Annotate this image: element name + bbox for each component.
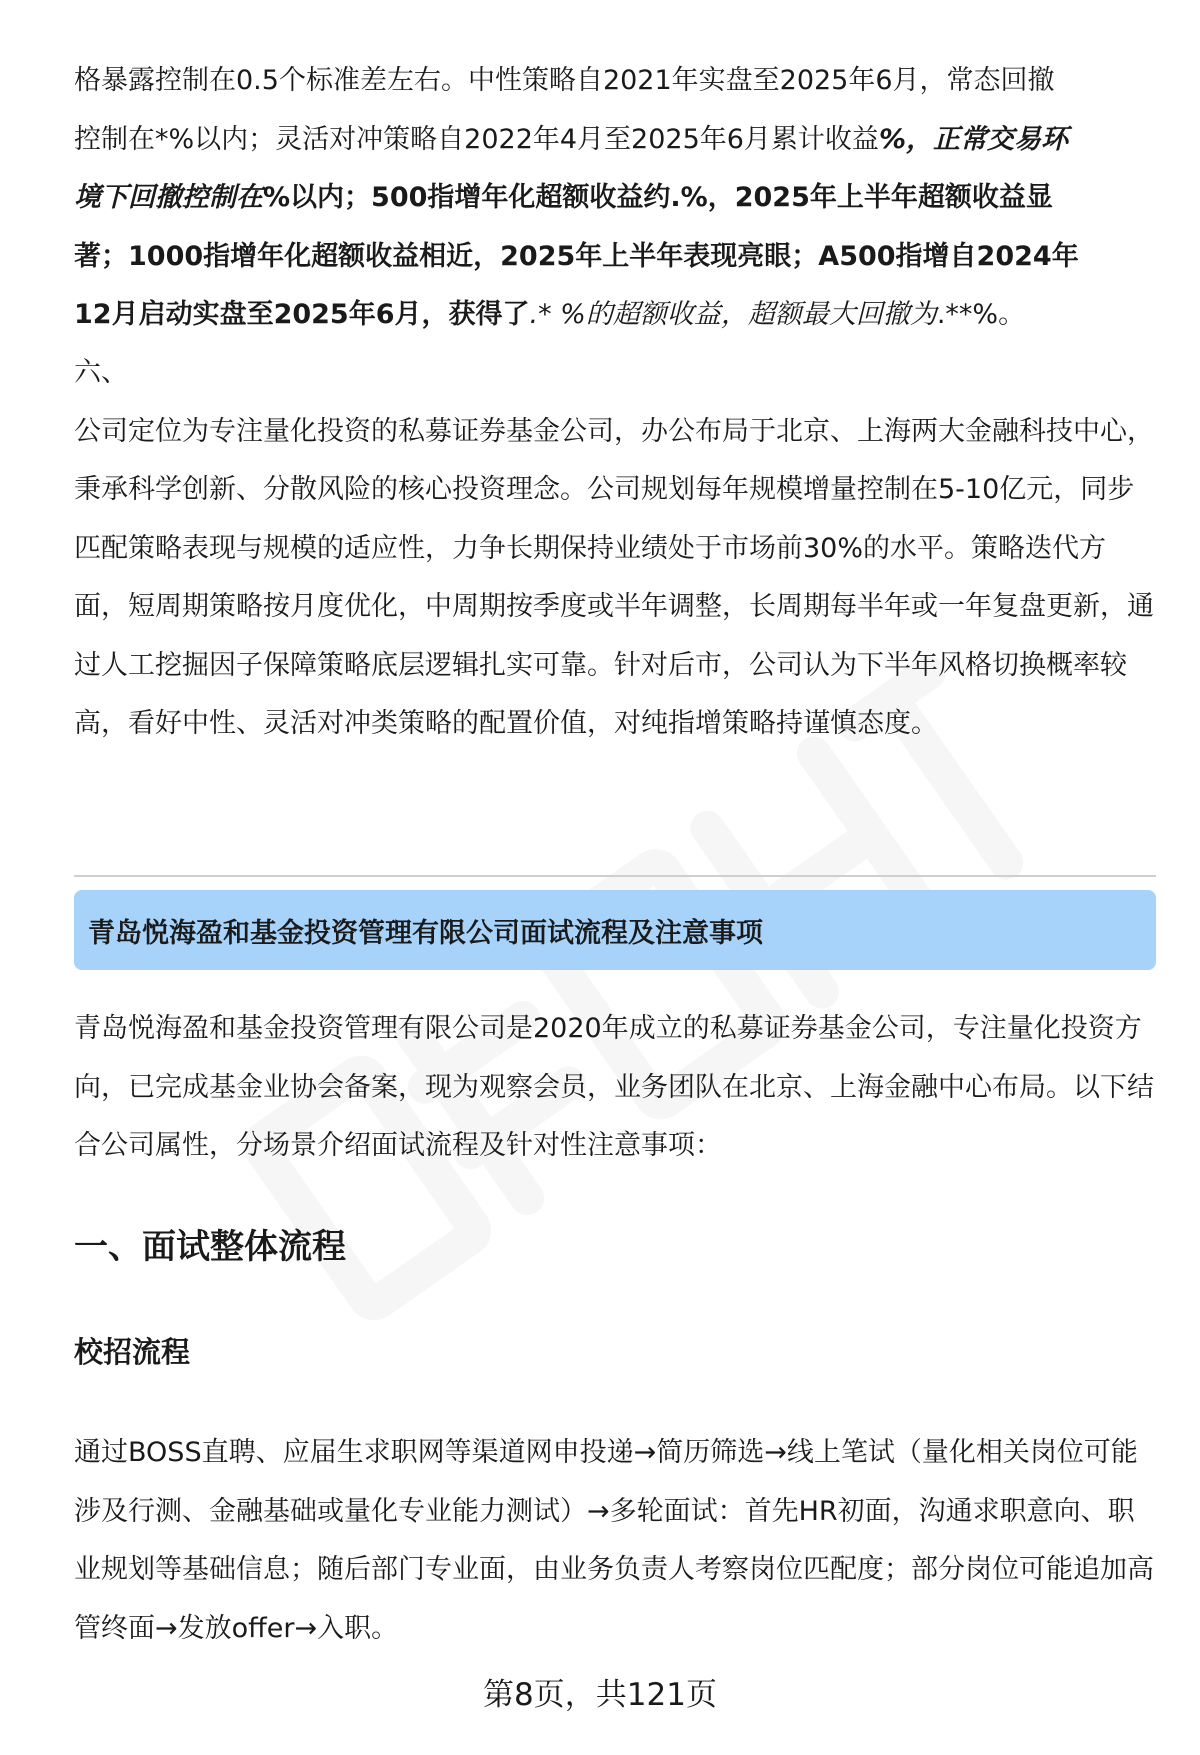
intro-line-5 [74, 286, 1156, 345]
intro-line-3 [74, 169, 1156, 228]
page-footer: 第8页，共121页 [483, 1677, 717, 1713]
intro-line-2-emphasis: %，正常交易环 [878, 123, 1068, 155]
intro-line-4: 著；1000指增年化超额收益相近，2025年上半年表现亮眼；A500指增自2024年 [74, 240, 1079, 272]
banner-title: 青岛悦海盈和基金投资管理有限公司面试流程及注意事项 [88, 917, 763, 949]
intro-line-3-emphasis: 境下回撤控制在 [74, 182, 263, 213]
intro-line-5-italic: .* %的超额收益，超额最大回撤为 [529, 299, 937, 330]
intro-line-3-bold: %以内；500指增年化超额收益约.%，2025年上半年超额收益显 [263, 182, 1053, 213]
intro-line-1: 格暴露控制在0.5个标准差左右。中性策略自2021年实盘至2025年6月，常态回撤 [74, 65, 1055, 96]
intro-paragraph [74, 52, 1156, 345]
intro-line-5-bold: 12月启动实盘至2025年6月，获得了 [74, 299, 530, 330]
section-banner [74, 890, 1156, 970]
campus-process [74, 1424, 1156, 1658]
company-intro-text: 青岛悦海盈和基金投资管理有限公司是2020年成立的私募证券基金公司，专注量化投资方向，已完成基金业协会备案，现为观察会员，业务团队在北京、上海金融中心布局。以下结合公司属性，分场景介绍面试流程及针对性注意事项： [74, 1013, 1154, 1161]
intro-line-2-normal: 控制在*%以内；灵活对冲策略自2022年4月至2025年6月累计收益 [74, 123, 879, 155]
company-intro [74, 1000, 1156, 1176]
campus-process-text: 通过BOSS直聘、应届生求职网等渠道网申投递→简历筛选→线上笔试（量化相关岗位可能涉及行测、金融基础或量化专业能力测试）→多轮面试：首先HR初面，沟通求职意向、职业规划等基础信息；随后部门专业面，由业务负责人考察岗位匹配度；部分岗位可能追加高管终面→发放offer→入职。 [74, 1437, 1154, 1644]
section-six [74, 344, 1156, 754]
intro-line-2 [74, 111, 1156, 170]
section-six-body: 公司定位为专注量化投资的私募证券基金公司，办公布局于北京、上海两大金融科技中心，秉承科学创新、分散风险的核心投资理念。公司规划每年规模增量控制在5-10亿元，同步匹配策略表现与规模的适应性，力争长期保持业绩处于市场前30%的水平。策略迭代方面，短周期策略按月度优化，中周期按季度或半年调整，长周期每半年或一年复盘更新，通过人工挖掘因子保障策略底层逻辑扎实可靠。针对后市，公司认为下半年风格切换概率较高，看好中性、灵活对冲类策略的配置价值，对纯指增策略持谨慎态度。 [74, 415, 1154, 739]
intro-line-5-tail: .**%。 [936, 299, 1026, 330]
heading-campus-process: 校招流程 [74, 1335, 191, 1369]
section-six-heading: 六、 [74, 357, 128, 388]
heading-interview-process: 一、面试整体流程 [74, 1227, 346, 1267]
section-divider [74, 875, 1156, 877]
